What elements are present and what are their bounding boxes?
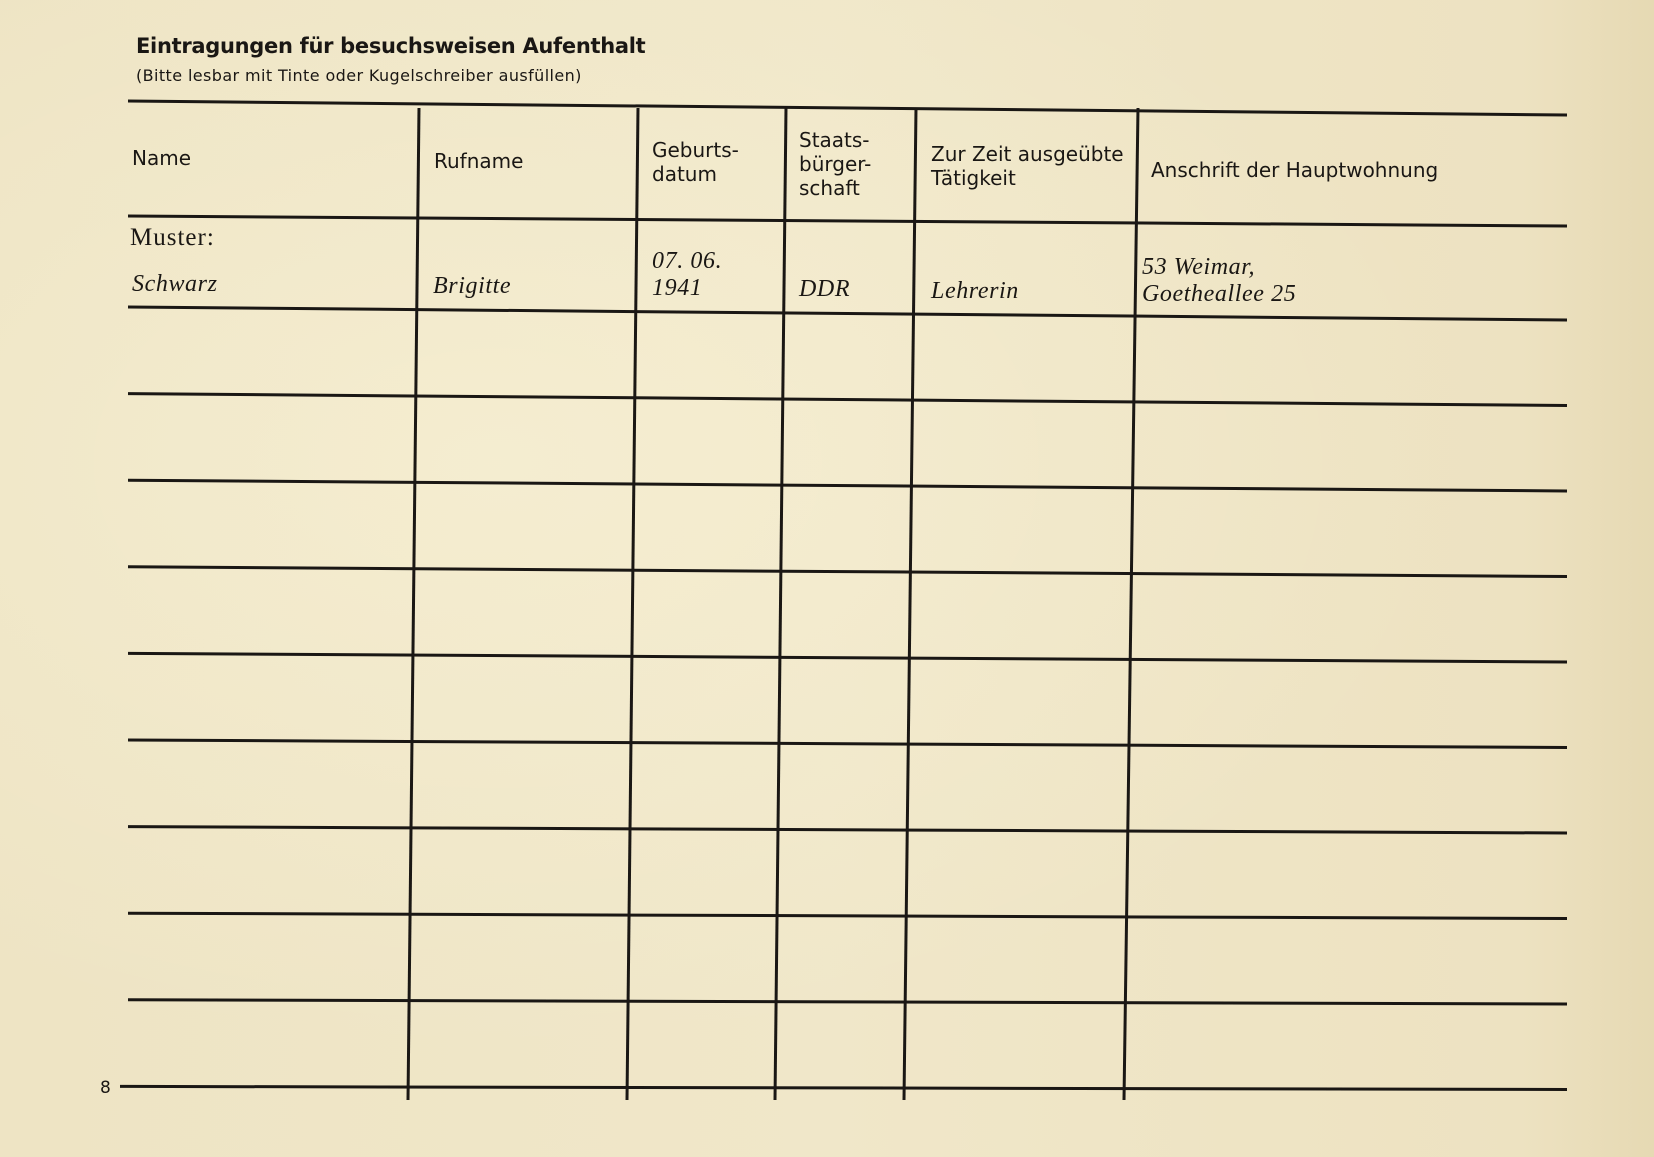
table-row-rule <box>128 740 1567 748</box>
example-anschrift <box>1142 254 1296 308</box>
table-row-rule <box>128 480 1567 491</box>
table-row-rule <box>128 653 1567 662</box>
header-taetigkeit-line-2: Tätigkeit <box>931 166 1016 190</box>
header-staatsbuergerschaft-line-2: bürger- <box>799 152 872 176</box>
example-taetigkeit: Lehrerin <box>931 278 1019 304</box>
header-geburtsdatum-line-2: datum <box>652 162 717 186</box>
example-rufname: Brigitte <box>433 273 512 299</box>
header-staatsbuergerschaft-line-1: Staats- <box>799 128 870 152</box>
table-row-rule <box>128 913 1567 918</box>
example-geburtsdatum-line-2: 1941 <box>652 275 703 301</box>
example-name: Schwarz <box>132 271 218 297</box>
table-row-rule <box>128 307 1567 320</box>
table-row-rule <box>128 567 1567 577</box>
header-taetigkeit <box>931 142 1124 190</box>
example-geburtsdatum <box>652 248 722 302</box>
table-row-rule <box>128 1000 1567 1004</box>
table-column-divider <box>775 108 786 1100</box>
example-anschrift-line-2: Goetheallee 25 <box>1142 281 1297 307</box>
header-rufname: Rufname <box>434 149 524 173</box>
page-number: 8 <box>100 1078 111 1098</box>
table-row-rule <box>120 1086 1567 1089</box>
table-column-divider <box>1124 108 1138 1100</box>
header-name: Name <box>132 146 192 170</box>
table-row-rule <box>128 827 1567 833</box>
example-anschrift-line-1: 53 Weimar, <box>1142 254 1256 280</box>
table-row-rule <box>128 216 1567 226</box>
table-top-rule <box>128 101 1567 115</box>
header-taetigkeit-line-1: Zur Zeit ausgeübte <box>931 142 1124 166</box>
form-title: Eintragungen für besuchsweisen Aufenthalt <box>136 34 646 58</box>
header-staatsbuergerschaft-line-3: schaft <box>799 176 860 200</box>
header-geburtsdatum <box>652 138 739 186</box>
form-instructions: (Bitte lesbar mit Tinte oder Kugelschreiber ausfüllen) <box>136 66 582 85</box>
header-anschrift: Anschrift der Hauptwohnung <box>1151 158 1439 182</box>
table-column-divider <box>904 108 916 1100</box>
example-label: Muster: <box>130 224 215 251</box>
table-column-divider <box>408 108 419 1100</box>
example-geburtsdatum-line-1: 07. 06. <box>652 248 723 274</box>
table-column-divider <box>627 108 638 1100</box>
header-staatsbuergerschaft <box>799 128 871 200</box>
example-staatsbuergerschaft: DDR <box>799 276 851 302</box>
table-row-rule <box>128 394 1567 406</box>
header-geburtsdatum-line-1: Geburts- <box>652 138 739 162</box>
